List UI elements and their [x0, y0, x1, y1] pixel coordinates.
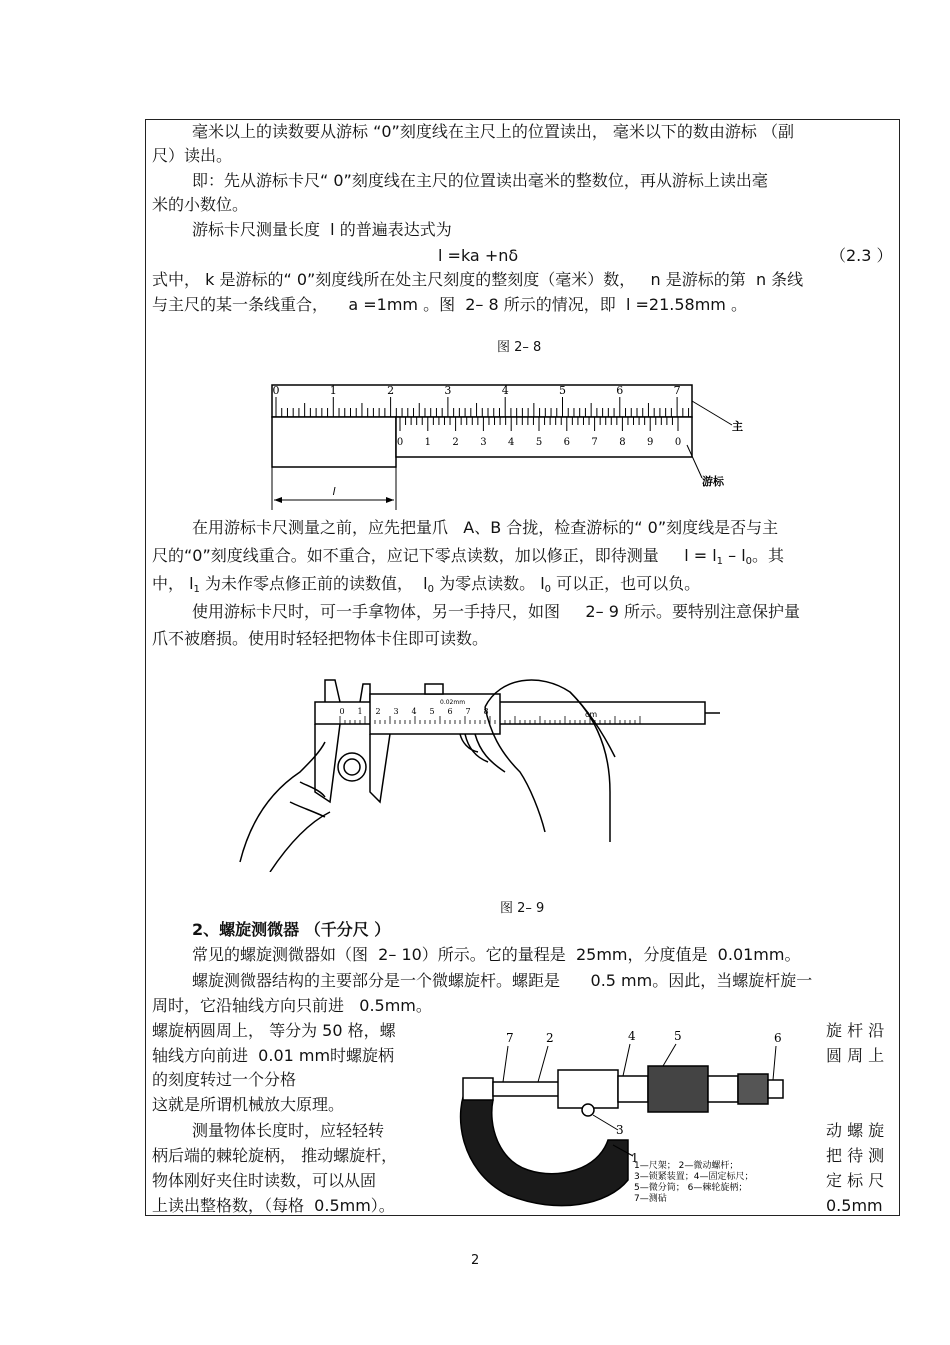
main-number: 2 [387, 384, 395, 397]
figure-2-9-caliper-illustration [230, 672, 720, 872]
figure-2-8-caption: 图 2– 8 [497, 340, 542, 355]
right-col-5: 动 螺 旋 [826, 1121, 885, 1140]
para3-line1: 游标卡尺测量长度 l 的普遍表达式为 [192, 220, 452, 239]
vernier-number: 4 [508, 437, 515, 448]
right-col-7: 定 标 尺 [826, 1171, 885, 1190]
left-col-2: 轴线方向前进 0.01 mm时螺旋柄 [152, 1046, 395, 1065]
right-col-2: 圆 周 上 [826, 1046, 885, 1065]
legend-line: 1—尺架； 2—微动螺杆； [634, 1161, 739, 1171]
para5-line2: 爪不被磨损。使用时轻轻把物体卡住即可读数。 [152, 629, 489, 648]
right-col-1: 旋 杆 沿 [826, 1021, 885, 1040]
left-col-4: 这就是所谓机械放大原理。 [152, 1095, 345, 1114]
figure-2-9-caption: 图 2– 9 [500, 901, 545, 916]
f29-number: 4 [411, 707, 417, 716]
para3-line3: 与主尺的某一条线重合， a =1mm 。图 2– 8 所示的情况，即 l =21.58mm 。 [152, 295, 747, 314]
para4-line2: 尺的“0”刻度线重合。如不重合，应记下零点读数，加以修正，即待测量 $l = l_1 - l_0$。其 [152, 546, 785, 567]
part-number: 5 [674, 1030, 682, 1043]
section2-line2: 螺旋测微器结构的主要部分是一个微螺旋杆。螺距是 0.5 mm。因此，当螺旋杆旋一 [192, 971, 813, 990]
vernier-number: 3 [480, 437, 487, 448]
section2-line1: 常见的螺旋测微器如（图 2– 10）所示。它的量程是 25mm，分度值是 0.01mm。 [192, 945, 801, 964]
main-number: 7 [673, 384, 681, 397]
f29-number: 1 [357, 707, 363, 716]
para1-line2: 尺）读出。 [152, 146, 233, 165]
legend-line: 7—测砧 [634, 1194, 667, 1204]
formula: l =ka +nδ [438, 246, 519, 265]
legend-line: 3—锁紧装置；4—固定标尺； [634, 1172, 754, 1182]
vernier-number: 1 [424, 437, 431, 448]
part-number: 1 [631, 1151, 639, 1165]
left-col-8: 上读出整格数，（每格 0.5mm）。 [152, 1196, 395, 1215]
main-number: 4 [501, 384, 509, 397]
left-col-1: 螺旋柄圆周上， 等分为 50 格，螺 [152, 1021, 396, 1040]
vernier-number: 9 [647, 437, 654, 448]
figure-2-10-micrometer-diagram [448, 1030, 808, 1210]
left-col-7: 物体刚好夹住时读数，可以从固 [152, 1171, 377, 1190]
main-scale-label: 主 [732, 420, 743, 433]
main-number: 6 [616, 384, 624, 397]
f29-number: 8 [483, 707, 489, 716]
section2-line3: 周时，它沿轴线方向只前进 0.5mm。 [152, 996, 432, 1015]
para4-line3: 中， $l_1$ 为未作零点修正前的读数值， $l_0$ 为零点读数。 $l_0$ 可以正，也可以负。 [152, 574, 701, 595]
f29-number: 5 [429, 707, 435, 716]
l-label: l [332, 485, 336, 498]
main-number: 0 [272, 384, 280, 397]
legend-line: 5—微分筒； 6—棘轮旋柄； [634, 1183, 748, 1193]
vernier-number: 7 [591, 437, 598, 448]
para2-line1: 即：先从游标卡尺“ 0”刻度线在主尺的位置读出毫米的整数位，再从游标上读出毫 [192, 171, 768, 190]
part-number: 6 [774, 1031, 782, 1045]
f29-number: 3 [393, 707, 399, 716]
para4-line1: 在用游标卡尺测量之前，应先把量爪 A、B 合拢，检查游标的“ 0”刻度线是否与主 [192, 518, 779, 537]
right-col-6: 把 待 测 [826, 1146, 885, 1165]
vernier-number: 6 [563, 437, 570, 448]
part-number: 3 [616, 1123, 624, 1137]
vernier-number: 0 [674, 437, 682, 448]
equation-number: （2.3 ） [830, 246, 893, 265]
vernier-number: 0 [396, 437, 404, 448]
main-number: 5 [559, 384, 566, 397]
para3-line2: 式中， k 是游标的“ 0”刻度线所在处主尺刻度的整刻度（毫米）数， n 是游标的第 n 条线 [152, 270, 804, 289]
vernier-label: 游标 [702, 475, 724, 488]
cm-unit: cm [585, 710, 598, 719]
section-heading: 2、螺旋测微器 （千分尺 ） [192, 920, 391, 939]
vernier-number: 5 [535, 437, 543, 448]
f29-number: 0 [339, 707, 345, 716]
para1-line1: 毫米以上的读数要从游标 “0”刻度线在主尺上的位置读出， 毫米以下的数由游标 （副 [192, 122, 795, 141]
vernier-number: 2 [452, 437, 459, 448]
f29-number: 6 [447, 707, 453, 716]
part-number: 7 [506, 1031, 514, 1045]
part-number: 4 [628, 1030, 636, 1043]
right-col-8: 0.5mm [826, 1196, 883, 1215]
para2-line2: 米的小数位。 [152, 195, 249, 214]
f29-number: 2 [375, 707, 381, 716]
para5-line1: 使用游标卡尺时，可一手拿物体，另一手持尺，如图 2– 9 所示。要特别注意保护量 [192, 602, 800, 621]
f29-number: 7 [465, 707, 471, 716]
left-col-5: 测量物体长度时，应轻轻转 [192, 1121, 385, 1140]
left-col-3: 的刻度转过一个分格 [152, 1070, 297, 1089]
part-number: 2 [546, 1031, 554, 1045]
figure-2-8-vernier-diagram [262, 375, 752, 515]
main-number: 1 [329, 384, 337, 397]
vernier-number: 8 [619, 437, 626, 448]
main-number: 3 [444, 384, 452, 397]
page-number: 2 [471, 1253, 480, 1268]
vernier-precision: 0.02mm [440, 699, 466, 706]
left-col-6: 柄后端的棘轮旋柄， 推动螺旋杆， [152, 1146, 398, 1165]
